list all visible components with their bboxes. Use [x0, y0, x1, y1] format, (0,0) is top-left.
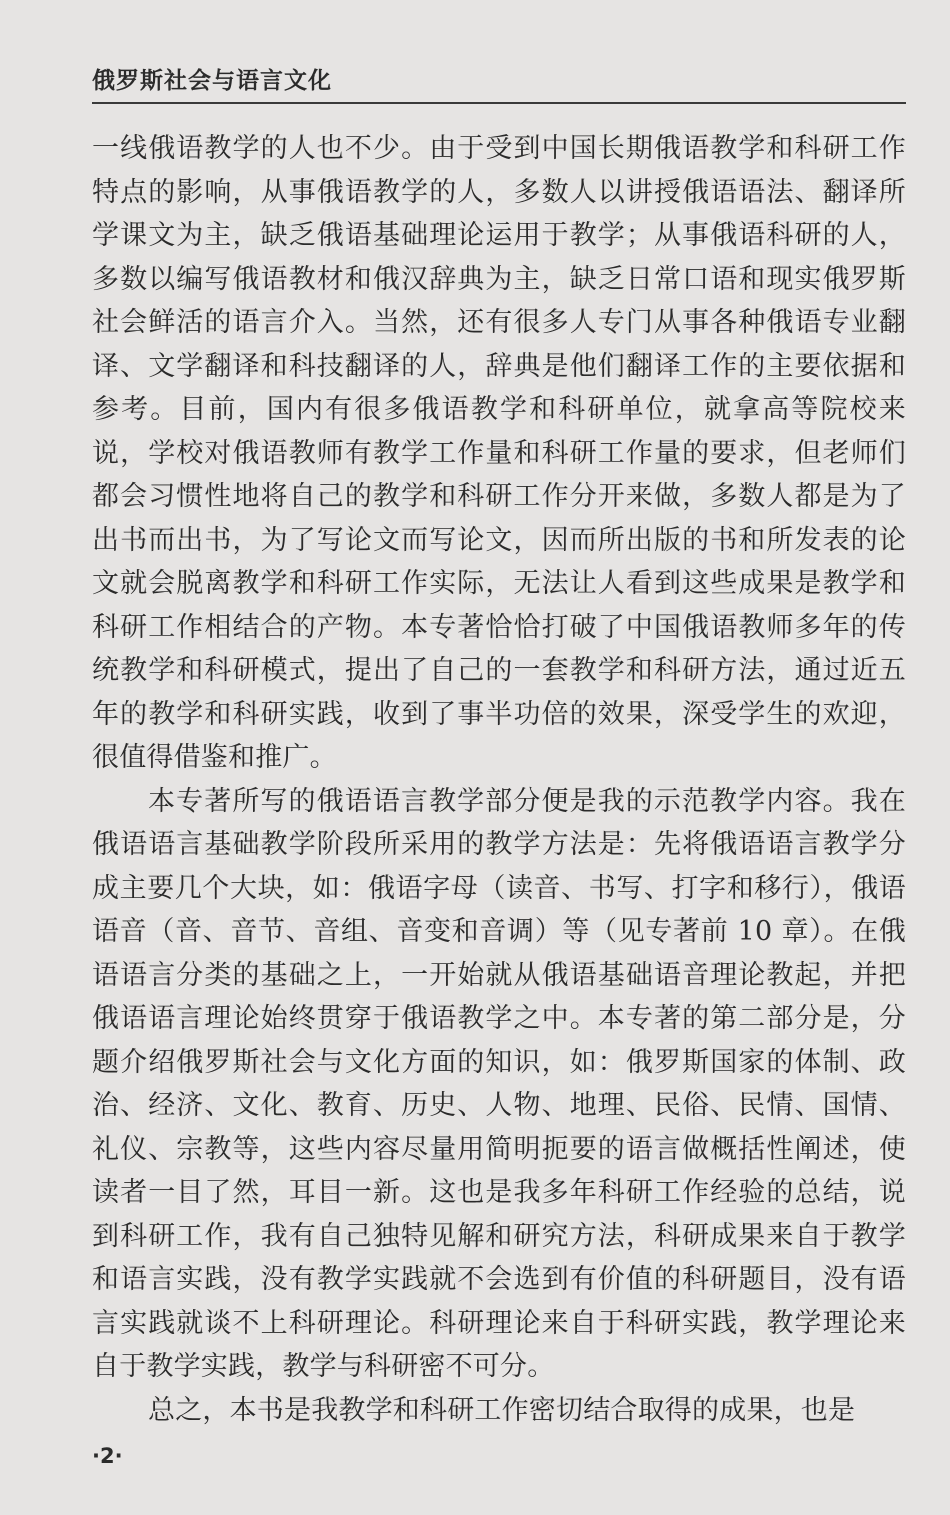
paragraph: 本专著所写的俄语语言教学部分便是我的示范教学内容。我在俄语语言基础教学阶段所采用的教学方法是：先将俄语语言教学分成主要几个大块，如：俄语字母（读音、书写、打字和移行），俄语语音（音、音节、音组、音变和音调）等（见专著前 10 章）。在俄语语言分类的基础之上，一开始就从俄语基础语音理论教起，并把俄语语言理论始终贯穿于俄语教学之中。本专著的第二部分是，分题介绍俄罗斯社会与文化方面的知识，如：俄罗斯国家的体制、政治、经济、文化、教育、历史、人物、地理、民俗、民情、国情、礼仪、宗教等，这些内容尽量用简明扼要的语言做概括性阐述，使读者一目了然，耳目一新。这也是我多年科研工作经验的总结，说到科研工作，我有自己独特见解和研究方法，科研成果来自于教学和语言实践，没有教学实践就不会选到有价值的科研题目，没有语言实践就谈不上科研理论。科研理论来自于科研实践，教学理论来自于教学实践，教学与科研密不可分。	[92, 785, 906, 1382]
paragraph: 总之，本书是我教学和科研工作密切结合取得的成果，也是	[148, 1394, 856, 1426]
running-head-title: 俄罗斯社会与语言文化	[92, 68, 332, 94]
paragraph-continued: 一线俄语教学的人也不少。由于受到中国长期俄语教学和科研工作特点的影响，从事俄语教学的人，多数人以讲授俄语语法、翻译所学课文为主，缺乏俄语基础理论运用于教学；从事俄语科研的人，多数以编写俄语教材和俄汉辞典为主，缺乏日常口语和现实俄罗斯社会鲜活的语言介入。当然，还有很多人专门从事各种俄语专业翻译、文学翻译和科技翻译的人，辞典是他们翻译工作的主要依据和参考。目前，国内有很多俄语教学和科研单位，就拿高等院校来说，学校对俄语教师有教学工作量和科研工作量的要求，但老师们都会习惯性地将自己的教学和科研工作分开来做，多数人都是为了出书而出书，为了写论文而写论文，因而所出版的书和所发表的论文就会脱离教学和科研工作实际，无法让人看到这些成果是教学和科研工作相结合的产物。本专著恰恰打破了中国俄语教师多年的传统教学和科研模式，提出了自己的一套教学和科研方法，通过近五年的教学和科研实践，收到了事半功倍的效果，深受学生的欢迎，很值得借鉴和推广。	[92, 133, 906, 773]
header-rule	[92, 102, 906, 104]
page-number: ·2·	[92, 1444, 123, 1468]
body-text	[92, 127, 906, 1432]
